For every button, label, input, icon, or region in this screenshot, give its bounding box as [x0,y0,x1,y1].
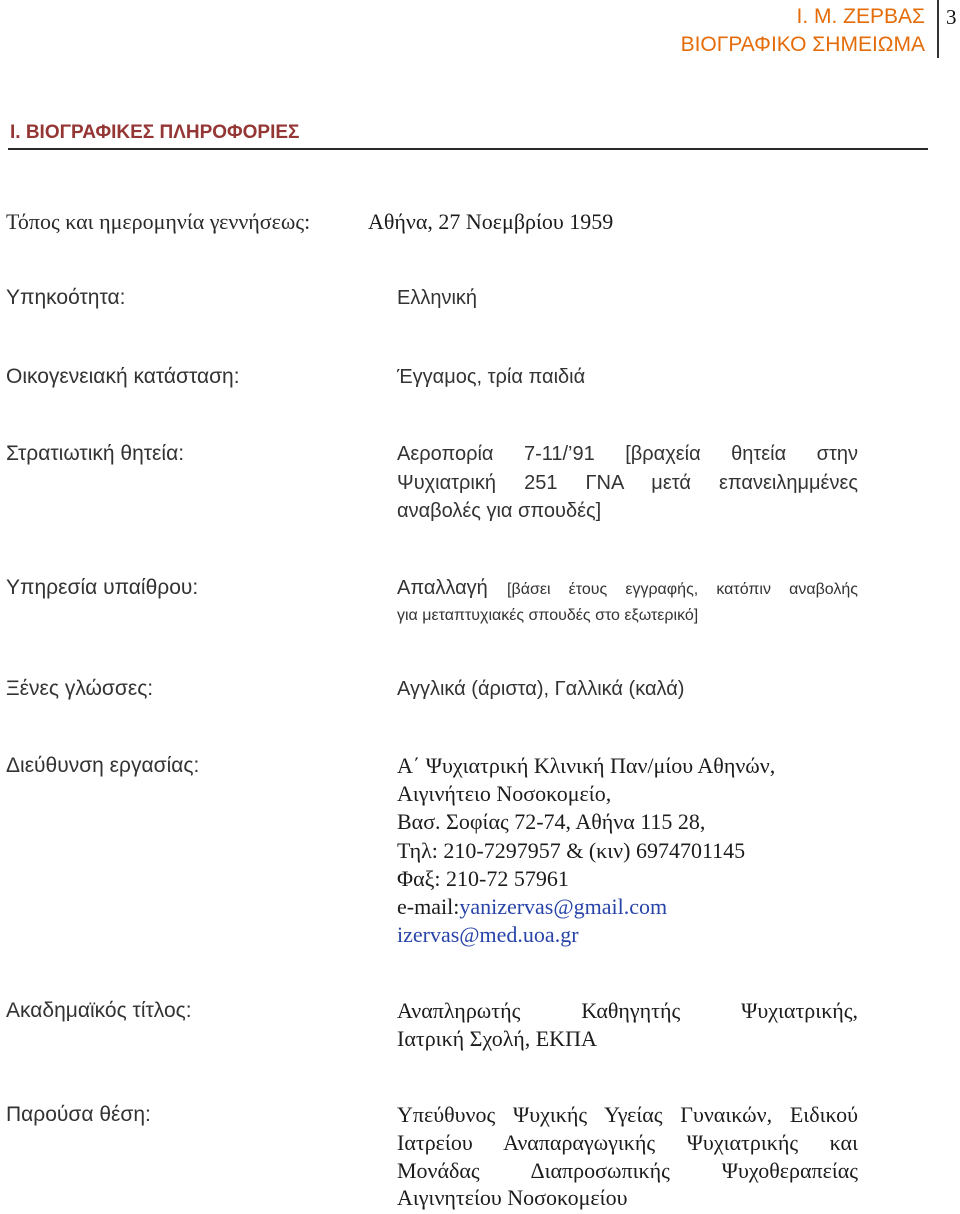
rural-service-status: Απαλλαγή [397,577,488,599]
academic-title-value-line: Αναπληρωτής Καθηγητής Ψυχιατρικής, [397,998,858,1023]
work-address-line: Βασ. Σοφίας 72-74, Αθήνα 115 28, [397,809,706,835]
rural-service-value-line [397,574,858,604]
marital-status-label: Οικογενειακή κατάσταση: [6,365,240,388]
academic-title-value [397,997,858,1053]
header-divider [937,0,939,58]
email-link-gmail[interactable]: yanizervas@gmail.com [459,894,668,920]
rural-service-note-line: για μεταπτυχιακές σπουδές στο εξωτερικό] [397,607,699,624]
header-author: Ι. Μ. ΖΕΡΒΑΣ [796,5,925,28]
current-position-value [397,1101,858,1212]
work-address-line: Α΄ Ψυχιατρική Κλινική Παν/μίου Αθηνών, [397,753,776,778]
citizenship-label: Υπηκοότητα: [6,286,126,309]
current-position-label: Παρούσα θέση: [6,1103,151,1126]
current-position-value-line: Ιατρείου Αναπαραγωγικής Ψυχιατρικής και [397,1129,858,1155]
academic-title-value-line: Ιατρική Σχολή, ΕΚΠΑ [397,1026,597,1051]
current-position-value-line: Μονάδας Διαπροσωπικής Ψυχοθεραπείας [397,1157,858,1183]
header-document-title: ΒΙΟΓΡΑΦΙΚΟ ΣΗΜΕΙΩΜΑ [680,33,925,56]
section-title: Ι. ΒΙΟΓΡΑΦΙΚΕΣ ΠΛΗΡΟΦΟΡΙΕΣ [10,122,300,143]
citizenship-value [397,284,858,312]
languages-label: Ξένες γλώσσες: [6,677,154,700]
work-email-line [397,893,858,921]
citizenship-value-line: Ελληνική [397,287,478,309]
academic-title-label: Ακαδημαϊκός τίτλος: [6,999,192,1022]
birth-value-line: Αθήνα, 27 Νοεμβρίου 1959 [368,209,614,234]
marital-status-value [397,363,858,391]
work-address-label: Διεύθυνση εργασίας: [6,754,200,777]
work-fax-line: Φαξ: 210-72 57961 [397,865,569,891]
rural-service-note: [βάσει έτους εγγραφής, κατόπιν αναβολής [507,581,858,598]
current-position-value-line: Αιγινητείου Νοσοκομείου [397,1185,628,1211]
page-number: 3 [946,5,957,29]
languages-value [397,675,858,703]
current-position-value-line: Υπεύθυνος Ψυχικής Υγείας Γυναικών, Ειδικού [397,1102,858,1127]
marital-status-value-line: Έγγαμος, τρία παιδιά [397,366,586,388]
languages-value-line: Αγγλικά (άριστα), Γαλλικά (καλά) [397,678,685,700]
military-service-value [397,440,858,526]
military-service-value-line: Ψυχιατρική 251 ΓΝΑ μετά επανειλημμένες [397,471,858,494]
military-service-value-line: αναβολές για σπουδές] [397,500,602,522]
birth-value [368,208,829,236]
rural-service-label: Υπηρεσία υπαίθρου: [6,576,199,599]
work-address-line: Αιγινήτειο Νοσοκομείο, [397,781,612,807]
rural-service-value [397,574,858,628]
email-link-uoa[interactable]: izervas@med.uoa.gr [397,922,579,948]
military-service-label: Στρατιωτική θητεία: [6,442,185,465]
work-phone-line: Τηλ: 210-7297957 & (κιν) 6974701145 [397,837,746,863]
work-email-line-2 [397,921,858,949]
email-prefix: e-mail: [397,894,460,920]
military-service-value-line: Αεροπορία 7-11/’91 [βραχεία θητεία στην [397,443,858,465]
section-rule [8,148,928,150]
work-address-value [397,752,858,949]
birth-label: Τόπος και ημερομηνία γεννήσεως: [6,209,311,234]
